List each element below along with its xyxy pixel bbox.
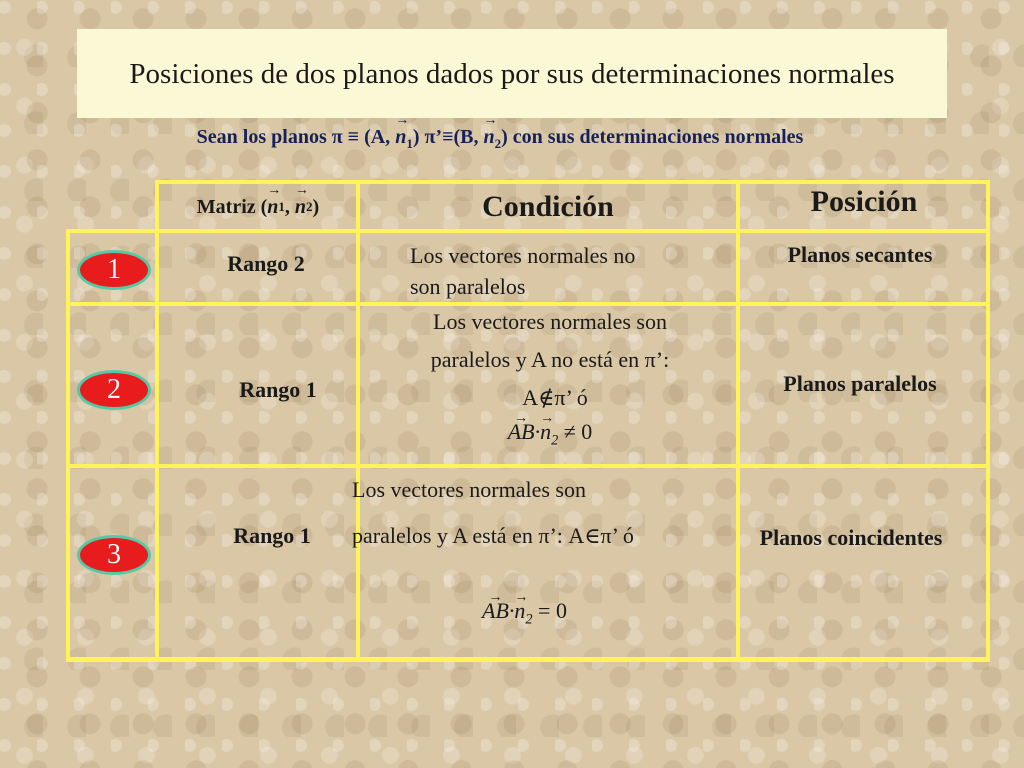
subscript-2: 2 — [494, 136, 502, 151]
rango-cell: Rango 1 — [239, 377, 317, 402]
slide-title — [77, 29, 947, 118]
header-condicion: Condición — [482, 190, 614, 223]
posicion-cell: Planos secantes — [787, 242, 933, 267]
math-expression: → $AB\cdot\to n_2 = 0$ — [482, 595, 567, 635]
subscript-1: 1 — [406, 136, 413, 151]
subtitle-mid: ) π’≡(B, — [412, 126, 484, 148]
header-matriz: Matriz ( → n 1 , → n 2 ) — [160, 186, 356, 228]
vector-n2: → n — [484, 126, 495, 149]
math-expression: → $AB\cdot\to n_2 \ne 0$ — [362, 416, 738, 456]
subtitle-prefix: Sean los planos π ≡ (A, — [196, 126, 396, 148]
posicion-cell: Planos coincidentes — [759, 525, 943, 550]
row-number-badge: 3 — [77, 535, 151, 575]
vector-n1: → n — [395, 126, 406, 149]
grid-line — [155, 180, 159, 662]
rango-cell: Rango 2 — [227, 251, 305, 276]
grid-line — [66, 229, 990, 233]
grid-line — [66, 657, 990, 662]
rango-cell: Rango 1 — [233, 523, 311, 548]
header-posicion: Posición — [810, 185, 918, 218]
vector-n2: → n — [295, 196, 306, 219]
row-number-badge: 2 — [77, 370, 151, 410]
slide-subtitle — [60, 126, 940, 152]
grid-line — [66, 229, 70, 662]
grid-line — [986, 180, 990, 662]
slide-title-text: Posiciones de dos planos dados por sus determinaciones normales — [129, 57, 895, 90]
vector-n1: → n — [267, 196, 278, 219]
condicion-cell: Los vectores normales no son paralelos — [410, 243, 636, 299]
subtitle-suffix: ) con sus determinaciones normales — [501, 126, 804, 148]
posicion-cell: Planos paralelos — [783, 371, 937, 396]
row-number-badge: 1 — [77, 250, 151, 290]
condicion-cell: Los vectores normales son paralelos y A no está en π’: A∉π’ ó → $AB\cdot\to n_2 \ne 0$ — [362, 306, 738, 456]
grid-line — [66, 464, 990, 468]
condicion-cell: Los vectores normales son paralelos y A está en π’: A∈π’ ó — [352, 477, 634, 548]
